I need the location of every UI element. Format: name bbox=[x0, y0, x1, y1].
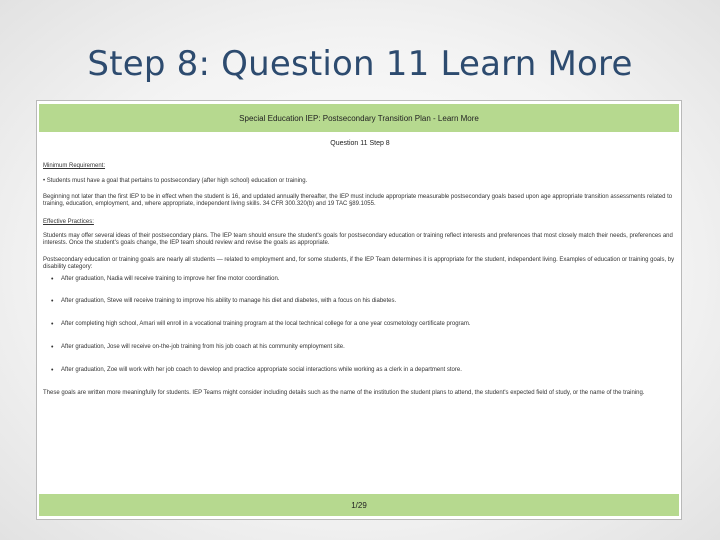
document-subtitle: Question 11 Step 8 bbox=[330, 140, 390, 147]
document-header-title: Special Education IEP: Postsecondary Transition Plan - Learn More bbox=[239, 113, 479, 123]
minimum-requirement-heading: Minimum Requirement: bbox=[43, 163, 106, 169]
effective-practices-heading: Effective Practices: bbox=[43, 218, 94, 225]
document-page bbox=[36, 100, 682, 520]
closing-paragraph: These goals are written more meaningfully for students. IEP Teams might consider including details such as the name of the institution the student plans to attend, the student's expected field of study, or the name of the training. bbox=[43, 389, 645, 396]
list-item: • After completing high school, Amari will enroll in a vocational training program at the local technical college for a one year cosmetology certificate program. bbox=[51, 321, 675, 328]
minimum-requirement-paragraph: Beginning not later than the first IEP to be in effect when the student is 16, and updated annually thereafter, the IEP must include appropriate measurable postsecondary goals based upon age appropriate transition assessments related to training, education, employment, and, where appropriate, independent living skills. 34 CFR 300.320(b) and 19 TAC §89.1055. bbox=[43, 193, 673, 208]
goal-examples-intro: Postsecondary education or training goals are nearly all students — related to employment and, for some students, if the IEP Team determines it is appropriate for the student, independent living. Examples of education or training goals, by disability category: bbox=[43, 256, 675, 271]
goal-examples-list bbox=[51, 276, 675, 375]
document-body bbox=[43, 161, 675, 397]
page-number: 1/29 bbox=[351, 500, 367, 510]
list-item: • After graduation, Zoe will work with her job coach to develop and practice appropriate social interactions while working as a clerk in a department store. bbox=[51, 367, 675, 374]
list-item: • After graduation, Nadia will receive training to improve her fine motor coordination. bbox=[51, 276, 675, 283]
document-header-bar bbox=[39, 104, 679, 132]
list-item: • After graduation, Steve will receive training to improve his ability to manage his diet and diabetes, with a focus on his diabetes. bbox=[51, 298, 675, 305]
slide-title: Step 8: Question 11 Learn More bbox=[87, 44, 633, 84]
list-item: • After graduation, Jose will receive on-the-job training from his job coach at his community employment site. bbox=[51, 344, 675, 351]
effective-practices-paragraph: Students may offer several ideas of their postsecondary plans. The IEP team should ensure the student's goals for postsecondary education or training reflect interests and preferences that most closely match their needs, preferences and interests. Once the student's goals change, the IEP team should review and revise the goals as appropriate. bbox=[43, 233, 673, 247]
minimum-requirement-bullet: • Students must have a goal that pertains to postsecondary (after high school) education or training. bbox=[43, 178, 308, 185]
document-footer-bar bbox=[39, 494, 679, 516]
